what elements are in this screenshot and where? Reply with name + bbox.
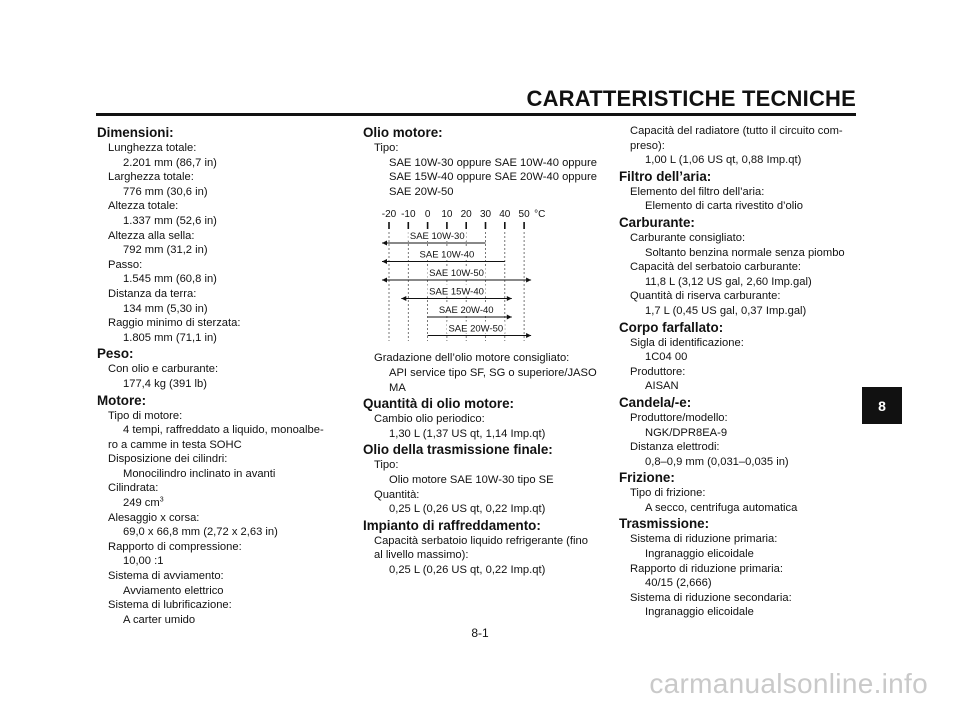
section-title-air-filter: Filtro dell’aria:	[619, 168, 712, 184]
spec-value-continued: ro a camme in testa SOHC	[108, 438, 242, 451]
spec-value: NGK/DPR8EA-9	[645, 426, 728, 439]
grade-label: SAE 10W-40	[419, 249, 475, 261]
spec-label: Sigla di identificazione:	[630, 336, 744, 349]
spec-value: 1.337 mm (52,6 in)	[123, 214, 217, 227]
spec-value: Olio motore SAE 10W-30 tipo SE	[389, 473, 554, 486]
spec-label: Capacità serbatoio liquido refrigerante (fino	[374, 534, 588, 547]
temp-unit-label: °C	[534, 209, 546, 221]
spec-value: SAE 10W-30 oppure SAE 10W-40 oppure	[389, 156, 597, 169]
spec-label: Lunghezza totale:	[108, 142, 197, 154]
spec-value: 792 mm (31,2 in)	[123, 244, 208, 257]
column-right	[619, 124, 864, 620]
grade-arrow-right	[526, 333, 531, 338]
spec-value: Elemento di carta rivestito d’olio	[645, 200, 803, 213]
section-title-oil-quantity: Quantità di olio motore:	[363, 396, 515, 412]
section-title-cooling: Impianto di raffreddamento:	[363, 517, 541, 533]
spec-label: Capacità del radiatore (tutto il circuito com-	[630, 125, 843, 137]
viscosity-chart-svg	[375, 205, 595, 345]
spec-value: 1.545 mm (60,8 in)	[123, 273, 217, 286]
grade-arrow-right	[507, 315, 512, 320]
watermark: carmanualsonline.info	[649, 668, 928, 699]
spec-value: Soltanto benzina normale senza piombo	[645, 246, 845, 259]
spec-value: 776 mm (30,6 in)	[123, 185, 208, 198]
temp-tick-label: 30	[479, 209, 492, 221]
temp-tick-label: -20	[381, 209, 397, 221]
cubic-superscript: 3	[159, 496, 164, 504]
displacement-value: 249 cm	[123, 497, 160, 510]
spec-label: Carburante consigliato:	[630, 231, 746, 244]
temp-tick-label: 10	[441, 209, 453, 221]
spec-value: SAE 15W-40 oppure SAE 20W-40 oppure	[389, 171, 597, 184]
page-number: 8-1	[471, 626, 489, 640]
spec-label: Disposizione dei cilindri:	[108, 453, 228, 466]
section-title-spark-plug: Candela/-e:	[619, 394, 692, 410]
spec-value: 10,00 :1	[123, 555, 164, 568]
spec-label: Sistema di lubrificazione:	[108, 599, 232, 612]
spec-label: Cambio olio periodico:	[374, 413, 485, 426]
grade-label: SAE 20W-50	[448, 323, 504, 335]
spec-value: 0,25 L (0,26 US qt, 0,22 Imp.qt)	[389, 503, 546, 516]
grade-arrow-right	[526, 278, 531, 283]
column-left	[97, 124, 347, 627]
grade-label: SAE 15W-40	[429, 286, 484, 298]
spec-value: 11,8 L (3,12 US gal, 2,60 Imp.gal)	[645, 275, 812, 288]
title-rule	[96, 113, 856, 116]
spec-label: Produttore/modello:	[630, 411, 728, 424]
temp-tick-label: 20	[460, 209, 472, 221]
spec-value: SAE 20W-50	[389, 185, 454, 198]
spec-label: Capacità del serbatoio carburante:	[630, 261, 802, 274]
spec-value: 0,25 L (0,26 US qt, 0,22 Imp.qt)	[389, 563, 546, 576]
spec-value: Ingranaggio elicoidale	[645, 606, 754, 619]
spec-label: Tipo:	[374, 459, 399, 472]
spec-value: AISAN	[645, 380, 679, 393]
spec-label: Raggio minimo di sterzata:	[108, 317, 241, 330]
spec-label: Sistema di riduzione secondaria:	[630, 591, 792, 604]
grade-arrow-left	[401, 296, 406, 301]
spec-label: Quantità di riserva carburante:	[630, 290, 781, 303]
section-title-engine: Motore:	[97, 392, 147, 408]
grade-label: SAE 10W-50	[429, 268, 484, 280]
chapter-tab: 8	[862, 387, 902, 424]
grade-label: SAE 20W-40	[438, 305, 494, 317]
spec-label-continued: al livello massimo):	[374, 549, 469, 562]
grade-arrow-left	[382, 241, 387, 246]
spec-value: 2.201 mm (86,7 in)	[123, 156, 217, 169]
spec-value: Monocilindro inclinato in avanti	[123, 467, 276, 480]
spec-value: 0,8–0,9 mm (0,031–0,035 in)	[645, 455, 789, 468]
spec-value: 1,7 L (0,45 US gal, 0,37 Imp.gal)	[645, 304, 807, 317]
grade-arrow-right	[507, 296, 512, 301]
section-title-fuel: Carburante:	[619, 214, 695, 230]
spec-value: 1.805 mm (71,1 in)	[123, 331, 217, 344]
temp-tick-label: 0	[424, 209, 431, 221]
spec-value: 177,4 kg (391 lb)	[123, 377, 207, 390]
spec-label: Sistema di avviamento:	[108, 570, 224, 583]
page-title: CARATTERISTICHE TECNICHE	[526, 86, 856, 111]
spec-value	[97, 496, 347, 511]
spec-label: Gradazione dell’olio motore consigliato:	[374, 352, 570, 365]
spec-value: A secco, centrifuga automatica	[645, 501, 798, 514]
spec-label: Distanza da terra:	[108, 287, 197, 300]
temp-tick-label: 50	[518, 209, 530, 221]
spec-value: MA	[389, 381, 406, 394]
section-title-throttle-body: Corpo farfallato:	[619, 319, 724, 335]
spec-value: 1C04 00	[645, 351, 688, 364]
spec-label: Quantità:	[374, 488, 420, 501]
spec-value: 1,30 L (1,37 US qt, 1,14 Imp.qt)	[389, 427, 546, 440]
spec-value: API service tipo SF, SG o superiore/JASO	[389, 366, 597, 379]
grade-arrow-left	[382, 259, 387, 264]
grade-arrow-left	[382, 278, 387, 283]
spec-label: Distanza elettrodi:	[630, 441, 720, 454]
spec-label: Passo:	[108, 258, 143, 271]
spec-value: 1,00 L (1,06 US qt, 0,88 Imp.qt)	[645, 154, 802, 167]
spec-label: Alesaggio x corsa:	[108, 511, 200, 524]
spec-label: Rapporto di riduzione primaria:	[630, 562, 783, 575]
column-middle	[363, 124, 605, 578]
section-title-transmission: Trasmissione:	[619, 516, 710, 532]
spec-label: Cilindrata:	[108, 482, 159, 495]
oil-viscosity-chart	[375, 205, 595, 345]
spec-label: Con olio e carburante:	[108, 363, 219, 376]
spec-label: Elemento del filtro dell’aria:	[630, 185, 765, 198]
section-title-weight: Peso:	[97, 346, 134, 362]
spec-value: 69,0 x 66,8 mm (2,72 x 2,63 in)	[123, 526, 278, 539]
temp-tick-label: 40	[499, 209, 511, 221]
spec-label: Altezza totale:	[108, 200, 179, 213]
grade-label: SAE 10W-30	[409, 231, 465, 243]
spec-label: Larghezza totale:	[108, 171, 194, 184]
spec-value: 40/15 (2,666)	[645, 577, 712, 590]
spec-label: Produttore:	[630, 365, 686, 378]
spec-label: Tipo di frizione:	[630, 487, 706, 500]
spec-value: Avviamento elettrico	[123, 584, 224, 597]
spec-value: A carter umido	[123, 613, 196, 626]
spec-value: 4 tempi, raffreddato a liquido, monoalbe-	[123, 424, 324, 437]
spec-label: Rapporto di compressione:	[108, 540, 242, 553]
spec-value: Ingranaggio elicoidale	[645, 548, 754, 561]
section-title-dimensions: Dimensioni:	[97, 125, 174, 140]
spec-label: Altezza alla sella:	[108, 229, 195, 242]
spec-label: Tipo di motore:	[108, 409, 183, 422]
spec-label-continued: preso):	[630, 139, 665, 152]
spec-label: Tipo:	[374, 142, 399, 154]
section-title-engine-oil: Olio motore:	[363, 125, 443, 140]
section-title-final-drive-oil: Olio della trasmissione finale:	[363, 442, 553, 458]
spec-value: 134 mm (5,30 in)	[123, 302, 208, 315]
temp-tick-label: -10	[401, 209, 416, 221]
spec-label: Sistema di riduzione primaria:	[630, 533, 778, 546]
section-title-clutch: Frizione:	[619, 470, 675, 486]
